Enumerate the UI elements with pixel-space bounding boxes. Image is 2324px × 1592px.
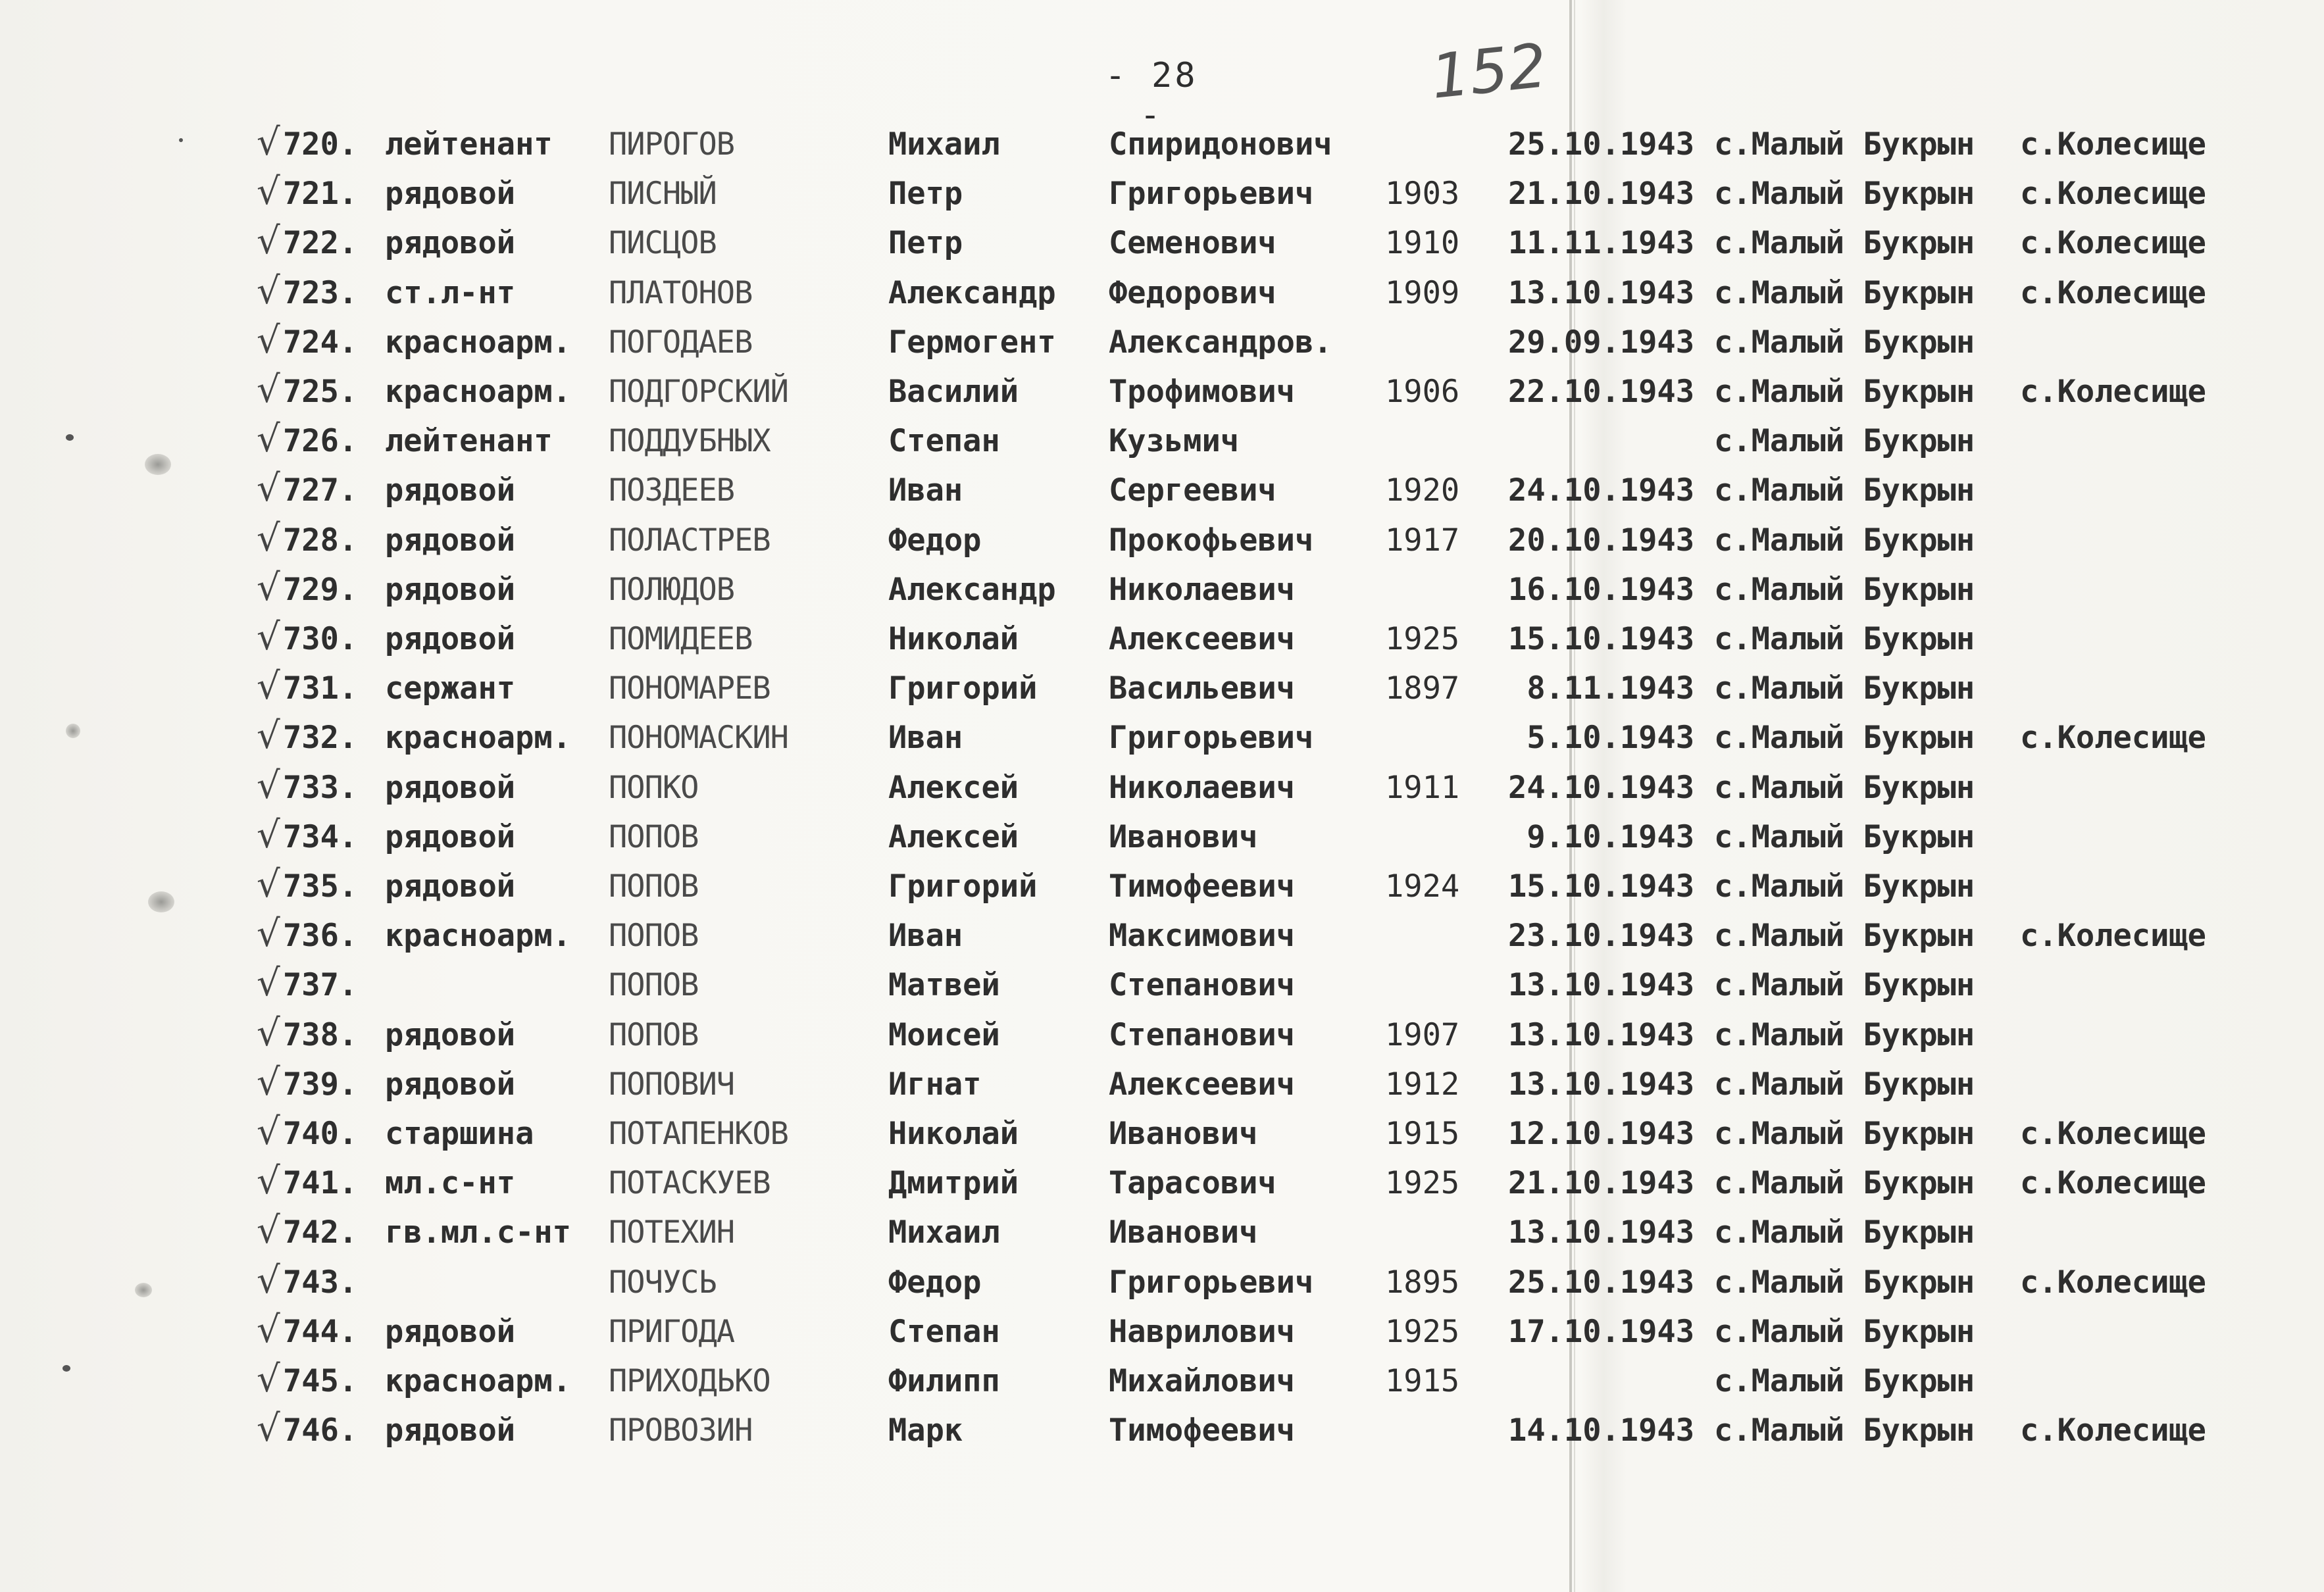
patronymic: Васильевич <box>1109 670 1295 707</box>
list-item <box>0 813 2324 869</box>
patronymic: Николаевич <box>1109 769 1295 806</box>
list-item <box>0 1011 2324 1067</box>
burial-place: с.Малый Букрын <box>1714 126 1975 162</box>
date-of-death: 21.10.1943 <box>1508 1165 1694 1202</box>
burial-place: с.Малый Букрын <box>1714 918 1975 955</box>
first-name: Филипп <box>888 1363 1000 1399</box>
burial-place: с.Малый Букрын <box>1714 1066 1975 1103</box>
birth-year: 1915 <box>1385 1116 1460 1152</box>
list-item <box>0 121 2324 176</box>
record-number: 722. <box>283 225 358 262</box>
check-mark-icon: √ <box>257 1358 280 1401</box>
record-number: 723. <box>283 274 358 311</box>
check-mark-icon: √ <box>257 516 280 560</box>
surname: ПОТАСКУЕВ <box>609 1165 770 1202</box>
date-of-death: 13.10.1943 <box>1508 1066 1694 1103</box>
reburial-place: с.Колесище <box>2020 1264 2206 1301</box>
birth-year: 1912 <box>1385 1066 1460 1103</box>
date-of-death: 22.10.1943 <box>1508 374 1694 410</box>
record-number: 724. <box>283 324 358 361</box>
record-number: 721. <box>283 176 358 212</box>
record-number: 729. <box>283 571 358 608</box>
list-item <box>0 318 2324 374</box>
military-rank: рядовой <box>385 1313 516 1350</box>
date-of-death: 25.10.1943 <box>1508 126 1694 162</box>
surname: ПОДДУБНЫХ <box>609 423 770 460</box>
first-name: Игнат <box>888 1066 982 1103</box>
record-number: 734. <box>283 818 358 855</box>
date-of-death: 14.10.1943 <box>1508 1412 1694 1449</box>
list-item <box>0 220 2324 275</box>
surname: ПИРОГОВ <box>609 126 735 162</box>
record-number: 730. <box>283 621 358 657</box>
birth-year: 1911 <box>1385 769 1460 806</box>
military-rank: рядовой <box>385 472 516 509</box>
military-rank: красноарм. <box>385 918 571 955</box>
patronymic: Степанович <box>1109 1016 1295 1053</box>
patronymic: Тимофеевич <box>1109 868 1295 905</box>
check-mark-icon: √ <box>257 269 280 312</box>
first-name: Алексей <box>888 769 1019 806</box>
record-number: 725. <box>283 374 358 410</box>
birth-year: 1924 <box>1385 868 1460 905</box>
list-item <box>0 863 2324 918</box>
patronymic: Александров. <box>1109 324 1332 361</box>
first-name: Василий <box>888 374 1019 410</box>
birth-year: 1925 <box>1385 621 1460 657</box>
check-mark-icon: √ <box>257 1160 280 1203</box>
birth-year: 1920 <box>1385 472 1460 509</box>
patronymic: Степанович <box>1109 967 1295 1004</box>
list-item <box>0 1258 2324 1314</box>
patronymic: Прокофьевич <box>1109 522 1314 559</box>
burial-place: с.Малый Букрын <box>1714 1116 1975 1152</box>
birth-year: 1915 <box>1385 1363 1460 1399</box>
burial-place: с.Малый Букрын <box>1714 1016 1975 1053</box>
check-mark-icon: √ <box>257 714 280 758</box>
first-name: Дмитрий <box>888 1165 1019 1202</box>
burial-place: с.Малый Букрын <box>1714 522 1975 559</box>
military-rank: рядовой <box>385 868 516 905</box>
record-number: 744. <box>283 1313 358 1350</box>
first-name: Александр <box>888 571 1056 608</box>
burial-place: с.Малый Букрын <box>1714 423 1975 460</box>
patronymic: Максимович <box>1109 918 1295 955</box>
surname: ПОТАПЕНКОВ <box>609 1116 788 1152</box>
check-mark-icon: √ <box>257 1011 280 1055</box>
first-name: Григорий <box>888 868 1038 905</box>
record-number: 739. <box>283 1066 358 1103</box>
reburial-place: с.Колесище <box>2020 225 2206 262</box>
surname: ПОЛАСТРЕВ <box>609 522 770 559</box>
check-mark-icon: √ <box>257 616 280 659</box>
list-item <box>0 1209 2324 1264</box>
patronymic: Спиридонович <box>1109 126 1332 162</box>
page-number: - 28 - <box>1105 56 1198 135</box>
date-of-death: 8.11.1943 <box>1527 670 1694 707</box>
check-mark-icon: √ <box>257 220 280 263</box>
military-rank: красноарм. <box>385 374 571 410</box>
burial-place: с.Малый Букрын <box>1714 967 1975 1004</box>
surname: ПОПОВИЧ <box>609 1066 735 1103</box>
burial-place: с.Малый Букрын <box>1714 670 1975 707</box>
first-name: Иван <box>888 472 963 509</box>
patronymic: Иванович <box>1109 1214 1258 1251</box>
date-of-death: 25.10.1943 <box>1508 1264 1694 1301</box>
burial-place: с.Малый Букрын <box>1714 621 1975 657</box>
reburial-place: с.Колесище <box>2020 374 2206 410</box>
military-rank: гв.мл.с-нт <box>385 1214 571 1251</box>
birth-year: 1925 <box>1385 1165 1460 1202</box>
first-name: Степан <box>888 1313 1000 1350</box>
first-name: Иван <box>888 720 963 757</box>
surname: ПОДГОРСКИЙ <box>609 374 788 410</box>
surname: ПОТЕХИН <box>609 1214 735 1251</box>
first-name: Моисей <box>888 1016 1000 1053</box>
list-item <box>0 764 2324 820</box>
reburial-place: с.Колесище <box>2020 126 2206 162</box>
patronymic: Алексеевич <box>1109 621 1295 657</box>
first-name: Матвей <box>888 967 1000 1004</box>
list-item <box>0 170 2324 226</box>
date-of-death: 15.10.1943 <box>1508 868 1694 905</box>
check-mark-icon: √ <box>257 912 280 956</box>
patronymic: Наврилович <box>1109 1313 1295 1350</box>
patronymic: Семенович <box>1109 225 1276 262</box>
record-number: 742. <box>283 1214 358 1251</box>
burial-place: с.Малый Букрын <box>1714 818 1975 855</box>
first-name: Николай <box>888 621 1019 657</box>
check-mark-icon: √ <box>257 318 280 362</box>
military-rank: лейтенант <box>385 126 553 162</box>
record-number: 728. <box>283 522 358 559</box>
burial-place: с.Малый Букрын <box>1714 1313 1975 1350</box>
military-rank: рядовой <box>385 571 516 608</box>
list-item <box>0 912 2324 968</box>
military-rank: ст.л-нт <box>385 274 516 311</box>
burial-place: с.Малый Букрын <box>1714 324 1975 361</box>
birth-year: 1903 <box>1385 176 1460 212</box>
surname: ПОЛЮДОВ <box>609 571 735 608</box>
record-number: 732. <box>283 720 358 757</box>
record-number: 745. <box>283 1363 358 1399</box>
check-mark-icon: √ <box>257 1060 280 1104</box>
list-item <box>0 1060 2324 1116</box>
military-rank: старшина <box>385 1116 534 1152</box>
patronymic: Иванович <box>1109 1116 1258 1152</box>
birth-year: 1897 <box>1385 670 1460 707</box>
patronymic: Николаевич <box>1109 571 1295 608</box>
date-of-death: 5.10.1943 <box>1527 720 1694 757</box>
birth-year: 1925 <box>1385 1313 1460 1350</box>
date-of-death: 23.10.1943 <box>1508 918 1694 955</box>
patronymic: Федорович <box>1109 274 1276 311</box>
patronymic: Григорьевич <box>1109 720 1314 757</box>
first-name: Григорий <box>888 670 1038 707</box>
military-rank: красноарм. <box>385 720 571 757</box>
surname: ПОЗДЕЕВ <box>609 472 735 509</box>
reburial-place: с.Колесище <box>2020 1116 2206 1152</box>
list-item <box>0 566 2324 622</box>
reburial-place: с.Колесище <box>2020 1165 2206 1202</box>
burial-place: с.Малый Букрын <box>1714 571 1975 608</box>
surname: ПОЧУСЬ <box>609 1264 717 1301</box>
military-rank: рядовой <box>385 522 516 559</box>
patronymic: Кузьмич <box>1109 423 1240 460</box>
surname: ПОПКО <box>609 769 699 806</box>
first-name: Гермогент <box>888 324 1056 361</box>
burial-place: с.Малый Букрын <box>1714 1363 1975 1399</box>
first-name: Петр <box>888 176 963 212</box>
list-item <box>0 269 2324 325</box>
patronymic: Григорьевич <box>1109 176 1314 212</box>
surname: ПОПОВ <box>609 868 699 905</box>
record-number: 736. <box>283 918 358 955</box>
date-of-death: 13.10.1943 <box>1508 967 1694 1004</box>
reburial-place: с.Колесище <box>2020 274 2206 311</box>
reburial-place: с.Колесище <box>2020 1412 2206 1449</box>
birth-year: 1895 <box>1385 1264 1460 1301</box>
military-rank: рядовой <box>385 1016 516 1053</box>
date-of-death: 9.10.1943 <box>1527 818 1694 855</box>
patronymic: Иванович <box>1109 818 1258 855</box>
burial-place: с.Малый Букрын <box>1714 720 1975 757</box>
burial-place: с.Малый Букрын <box>1714 1412 1975 1449</box>
military-rank: рядовой <box>385 1066 516 1103</box>
list-item <box>0 1110 2324 1166</box>
check-mark-icon: √ <box>257 566 280 609</box>
check-mark-icon: √ <box>257 1209 280 1253</box>
patronymic: Алексеевич <box>1109 1066 1295 1103</box>
first-name: Михаил <box>888 1214 1000 1251</box>
check-mark-icon: √ <box>257 1258 280 1302</box>
check-mark-icon: √ <box>257 863 280 906</box>
surname: ПОНОМАСКИН <box>609 720 788 757</box>
first-name: Степан <box>888 423 1000 460</box>
check-mark-icon: √ <box>257 170 280 214</box>
check-mark-icon: √ <box>257 1407 280 1451</box>
birth-year: 1907 <box>1385 1016 1460 1053</box>
list-item <box>0 1160 2324 1215</box>
birth-year: 1909 <box>1385 274 1460 311</box>
date-of-death: 12.10.1943 <box>1508 1116 1694 1152</box>
birth-year: 1917 <box>1385 522 1460 559</box>
first-name: Федор <box>888 522 982 559</box>
record-number: 731. <box>283 670 358 707</box>
record-number: 733. <box>283 769 358 806</box>
check-mark-icon: √ <box>257 962 280 1005</box>
check-mark-icon: √ <box>257 418 280 461</box>
military-rank: рядовой <box>385 225 516 262</box>
burial-place: с.Малый Букрын <box>1714 769 1975 806</box>
burial-place: с.Малый Букрын <box>1714 472 1975 509</box>
list-item <box>0 368 2324 424</box>
date-of-death: 13.10.1943 <box>1508 1214 1694 1251</box>
first-name: Николай <box>888 1116 1019 1152</box>
record-number: 746. <box>283 1412 358 1449</box>
surname: ПОНОМАРЕВ <box>609 670 770 707</box>
list-item <box>0 665 2324 720</box>
date-of-death: 13.10.1943 <box>1508 1016 1694 1053</box>
first-name: Алексей <box>888 818 1019 855</box>
list-item <box>0 1308 2324 1364</box>
reburial-place: с.Колесище <box>2020 720 2206 757</box>
burial-place: с.Малый Букрын <box>1714 1214 1975 1251</box>
record-number: 743. <box>283 1264 358 1301</box>
military-rank: рядовой <box>385 818 516 855</box>
burial-place: с.Малый Букрын <box>1714 1264 1975 1301</box>
list-item <box>0 1407 2324 1462</box>
date-of-death: 17.10.1943 <box>1508 1313 1694 1350</box>
list-item <box>0 418 2324 473</box>
reburial-place: с.Колесище <box>2020 176 2206 212</box>
date-of-death: 15.10.1943 <box>1508 621 1694 657</box>
surname: ПРИГОДА <box>609 1313 735 1350</box>
military-rank: красноарм. <box>385 1363 571 1399</box>
date-of-death: 20.10.1943 <box>1508 522 1694 559</box>
military-rank: рядовой <box>385 769 516 806</box>
list-item <box>0 467 2324 522</box>
record-number: 735. <box>283 868 358 905</box>
first-name: Петр <box>888 225 963 262</box>
reburial-place: с.Колесище <box>2020 918 2206 955</box>
military-rank: лейтенант <box>385 423 553 460</box>
list-item <box>0 616 2324 671</box>
military-rank: рядовой <box>385 176 516 212</box>
military-rank: сержант <box>385 670 516 707</box>
military-rank: рядовой <box>385 1412 516 1449</box>
record-number: 720. <box>283 126 358 162</box>
check-mark-icon: √ <box>257 1110 280 1153</box>
surname: ПОПОВ <box>609 818 699 855</box>
burial-place: с.Малый Букрын <box>1714 225 1975 262</box>
burial-place: с.Малый Букрын <box>1714 1165 1975 1202</box>
list-item <box>0 516 2324 572</box>
patronymic: Тимофеевич <box>1109 1412 1295 1449</box>
burial-place: с.Малый Букрын <box>1714 274 1975 311</box>
first-name: Марк <box>888 1412 963 1449</box>
record-number: 727. <box>283 472 358 509</box>
burial-place: с.Малый Букрын <box>1714 868 1975 905</box>
surname: ПОМИДЕЕВ <box>609 621 753 657</box>
patronymic: Тарасович <box>1109 1165 1276 1202</box>
military-rank: мл.с-нт <box>385 1165 516 1202</box>
military-rank: красноарм. <box>385 324 571 361</box>
first-name: Иван <box>888 918 963 955</box>
surname: ПОПОВ <box>609 967 699 1004</box>
check-mark-icon: √ <box>257 121 280 164</box>
check-mark-icon: √ <box>257 813 280 857</box>
surname: ПРИХОДЬКО <box>609 1363 770 1399</box>
date-of-death: 24.10.1943 <box>1508 472 1694 509</box>
date-of-death: 29.09.1943 <box>1508 324 1694 361</box>
date-of-death: 11.11.1943 <box>1508 225 1694 262</box>
burial-place: с.Малый Букрын <box>1714 374 1975 410</box>
record-number: 726. <box>283 423 358 460</box>
surname: ПОПОВ <box>609 1016 699 1053</box>
patronymic: Григорьевич <box>1109 1264 1314 1301</box>
record-number: 741. <box>283 1165 358 1202</box>
archive-sheet-number: 152 <box>1427 30 1550 112</box>
surname: ПЛАТОНОВ <box>609 274 753 311</box>
list-item <box>0 962 2324 1017</box>
surname: ПИСНЫЙ <box>609 176 717 212</box>
birth-year: 1906 <box>1385 374 1460 410</box>
check-mark-icon: √ <box>257 368 280 411</box>
patronymic: Михайлович <box>1109 1363 1295 1399</box>
birth-year: 1910 <box>1385 225 1460 262</box>
record-number: 737. <box>283 967 358 1004</box>
list-item <box>0 714 2324 770</box>
patronymic: Сергеевич <box>1109 472 1276 509</box>
first-name: Федор <box>888 1264 982 1301</box>
check-mark-icon: √ <box>257 467 280 510</box>
first-name: Александр <box>888 274 1056 311</box>
military-rank: рядовой <box>385 621 516 657</box>
list-item <box>0 1358 2324 1413</box>
date-of-death: 16.10.1943 <box>1508 571 1694 608</box>
date-of-death: 21.10.1943 <box>1508 176 1694 212</box>
date-of-death: 24.10.1943 <box>1508 769 1694 806</box>
record-number: 740. <box>283 1116 358 1152</box>
surname: ПРОВОЗИН <box>609 1412 753 1449</box>
surname: ПОГОДАЕВ <box>609 324 753 361</box>
check-mark-icon: √ <box>257 1308 280 1351</box>
burial-place: с.Малый Букрын <box>1714 176 1975 212</box>
first-name: Михаил <box>888 126 1000 162</box>
date-of-death: 13.10.1943 <box>1508 274 1694 311</box>
patronymic: Трофимович <box>1109 374 1295 410</box>
check-mark-icon: √ <box>257 764 280 807</box>
surname: ПОПОВ <box>609 918 699 955</box>
record-number: 738. <box>283 1016 358 1053</box>
check-mark-icon: √ <box>257 665 280 709</box>
surname: ПИСЦОВ <box>609 225 717 262</box>
